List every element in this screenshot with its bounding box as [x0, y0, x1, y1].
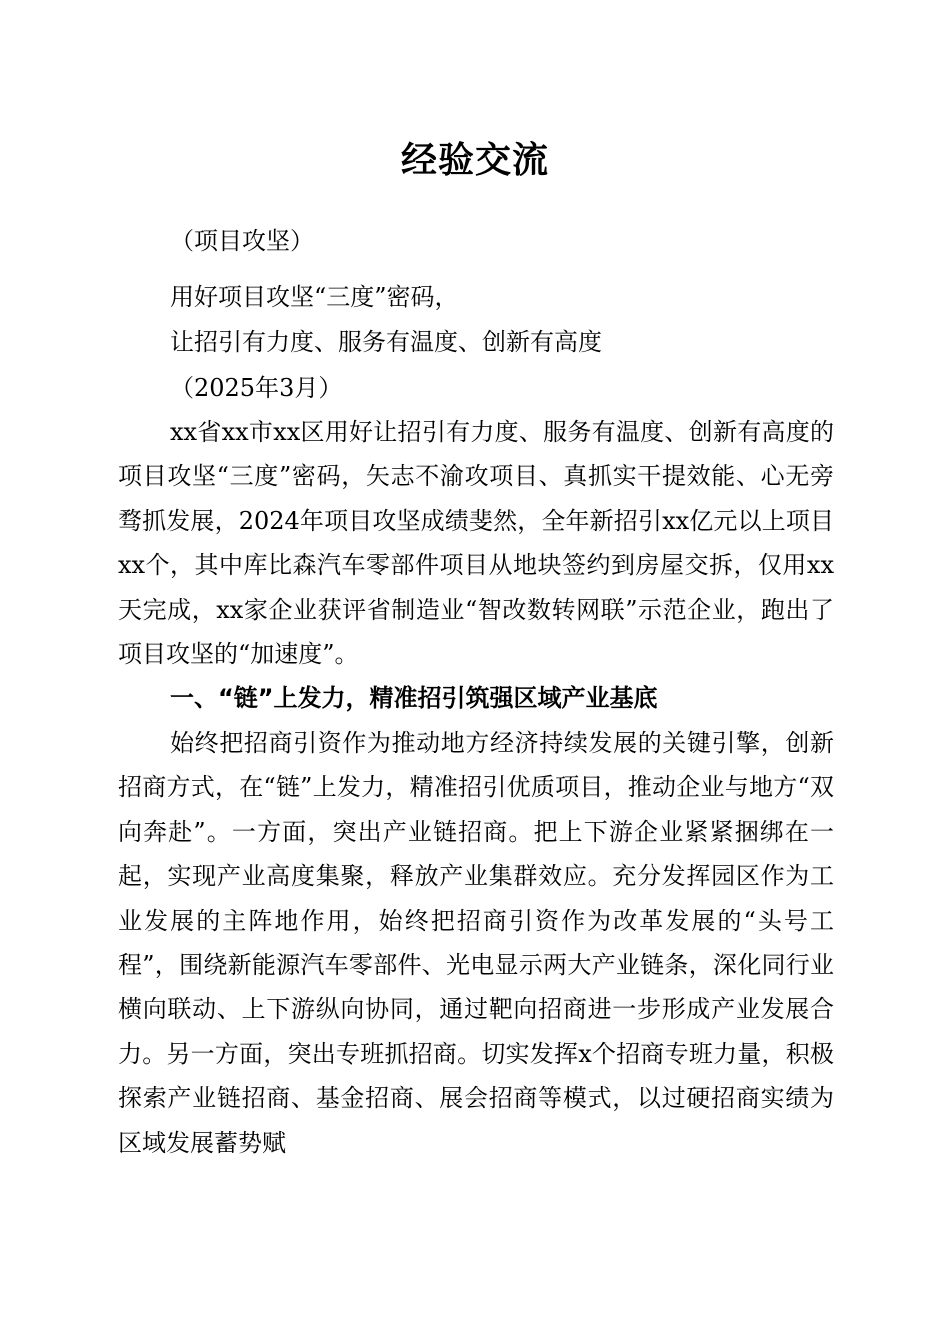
section1-paragraph: 始终把招商引资作为推动地方经济持续发展的关键引擎，创新招商方式，在“链”上发力，精准招引优质项目，推动企业与地方“双向奔赴”。一方面，突出产业链招商。把上下游企业紧紧捆绑在一起，实现产业高度集聚，释放产业集群效应。充分发挥园区作为工业发展的主阵地作用，始终把招商引资作为改革发展的“头号工程”，围绕新能源汽车零部件、光电显示两大产业链条，深化同行业横向联动、上下游纵向协同，通过靶向招商进一步形成产业发展合力。另一方面，突出专班抓招商。切实发挥x个招商专班力量，积极探索产业链招商、基金招商、展会招商等模式，以过硬招商实绩为区域发展蓄势赋 — [118, 729, 834, 1157]
document-subtitle-line1: 用好项目攻坚“三度”密码， — [170, 283, 459, 311]
document-subtitle-line2: 让招引有力度、服务有温度、创新有高度 — [170, 328, 602, 356]
section1-heading: 一、“链”上发力，精准招引筑强区域产业基底 — [170, 684, 658, 712]
intro-paragraph: xx省xx市xx区用好让招引有力度、服务有温度、创新有高度的项目攻坚“三度”密码，矢志不渝攻项目、真抓实干提效能、心无旁骛抓发展，2024年项目攻坚成绩斐然，全年新招引xx亿元以上项目xx个，其中库比森汽车零部件项目从地块签约到房屋交拆，仅用xx天完成，xx家企业获评省制造业“智改数转网联”示范企业，跑出了项目攻坚的“加速度”。 — [118, 418, 834, 669]
document-date: （2025年3月） — [170, 374, 343, 402]
document-category: （项目攻坚） — [170, 227, 314, 255]
document-title: 经验交流 — [400, 139, 549, 181]
